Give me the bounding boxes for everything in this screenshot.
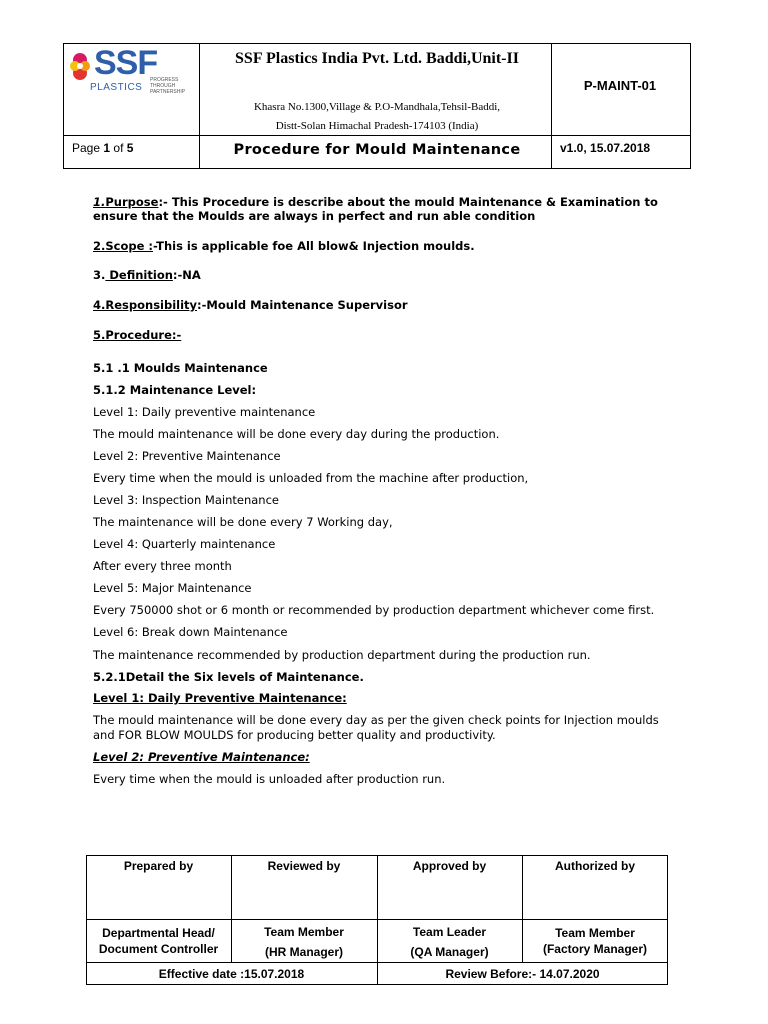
logo-brand: SSF — [94, 44, 158, 82]
definition-text: :-NA — [172, 268, 201, 282]
level-1-text-1: The mould maintenance will be done every day as per the given check points for Injection moulds — [93, 713, 659, 727]
level-line: Level 5: Major Maintenance — [93, 581, 252, 595]
logo-tagline-1: PROGRESS — [150, 77, 179, 83]
purpose-text-1: :- This Procedure is describe about the mould Maintenance & Examination to — [158, 195, 658, 209]
reviewed-by-role — [231, 922, 377, 962]
level-line: Every 750000 shot or 6 month or recommended by production department whichever come first. — [93, 603, 655, 617]
level-line: After every three month — [93, 559, 232, 573]
scope-section — [93, 239, 475, 253]
approved-by-role — [377, 922, 522, 962]
purpose-label: Purpose — [105, 195, 159, 209]
responsibility-section — [93, 298, 408, 312]
role-line: Team Member — [264, 925, 344, 939]
responsibility-label: 4.Responsibility — [93, 298, 198, 312]
level-2-heading: Level 2: Preventive Maintenance: — [93, 750, 310, 764]
role-line: Team Leader — [412, 925, 487, 939]
role-line: Team Member — [555, 926, 635, 940]
page-current: 1 — [103, 141, 111, 155]
level-1-heading: Level 1: Daily Preventive Maintenance: — [93, 691, 347, 705]
company-name: SSF Plastics India Pvt. Ltd. Baddi,Unit-II — [235, 50, 519, 67]
role-line: Departmental Head/ — [102, 926, 215, 940]
maintenance-level-heading: 5.1.2 Maintenance Level: — [93, 383, 257, 397]
logo-tagline-3: PARTNERSHIP — [150, 89, 186, 95]
level-line: Level 2: Preventive Maintenance — [93, 449, 281, 463]
scope-label: 2.Scope : — [93, 239, 154, 253]
page-indicator — [72, 141, 133, 155]
level-line: Level 6: Break down Maintenance — [93, 625, 288, 639]
approved-by-header: Approved by — [412, 859, 487, 873]
logo-tagline-2: THROUGH — [150, 83, 176, 89]
level-line: Every time when the mould is unloaded from the machine after production, — [93, 471, 529, 485]
level-line: The maintenance recommended by production department during the production run. — [93, 648, 591, 662]
page-label: Page — [72, 141, 101, 155]
logo-sub: PLASTICS — [90, 82, 143, 93]
level-line: The maintenance will be done every 7 Working day, — [93, 515, 393, 529]
signoff-divider — [86, 962, 668, 963]
definition-section — [93, 268, 201, 282]
purpose-text-2: ensure that the Moulds are always in perfect and run able condition — [93, 209, 536, 223]
level-line: The mould maintenance will be done every day during the production. — [93, 427, 500, 441]
document-number: P-MAINT-01 — [583, 78, 657, 93]
definition-label: Definition — [105, 268, 173, 282]
signoff-divider — [86, 919, 668, 920]
role-line: (Factory Manager) — [542, 942, 648, 956]
six-levels-heading: 5.2.1Detail the Six levels of Maintenance. — [93, 670, 364, 684]
review-before-date: Review Before:- 14.07.2020 — [445, 967, 600, 981]
scope-text: -This is applicable foe All blow& Injection moulds. — [153, 239, 475, 253]
company-logo — [66, 46, 196, 132]
prepared-by-header: Prepared by — [123, 859, 194, 873]
level-line: Level 4: Quarterly maintenance — [93, 537, 276, 551]
role-line: (QA Manager) — [410, 945, 489, 959]
address-line-1: Khasra No.1300,Village & P.O-Mandhala,Tehsil-Baddi, — [253, 101, 501, 113]
level-2-text: Every time when the mould is unloaded after production run. — [93, 772, 446, 786]
prepared-by-role — [86, 925, 231, 957]
reviewed-by-header: Reviewed by — [267, 859, 341, 873]
address-line-2: Distt-Solan Himachal Pradesh-174103 (India) — [275, 120, 479, 132]
level-line: Level 3: Inspection Maintenance — [93, 493, 279, 507]
header-divider — [551, 43, 552, 169]
page-total: 5 — [126, 141, 134, 155]
definition-number: 3. — [93, 268, 106, 282]
responsibility-text: :-Mould Maintenance Supervisor — [197, 298, 408, 312]
level-1-text-2: and FOR BLOW MOULDS for producing better quality and productivity. — [93, 728, 496, 742]
authorized-by-header: Authorized by — [555, 859, 635, 873]
effective-date: Effective date :15.07.2018 — [158, 967, 305, 981]
page-of: of — [113, 141, 124, 155]
header-divider — [63, 135, 691, 136]
level-line: Level 1: Daily preventive maintenance — [93, 405, 316, 419]
authorized-by-role — [522, 925, 668, 957]
version-date: v1.0, 15.07.2018 — [560, 141, 651, 155]
procedure-heading: 5.Procedure:- — [93, 328, 182, 342]
moulds-maintenance-heading: 5.1 .1 Moulds Maintenance — [93, 361, 268, 375]
role-line: Document Controller — [98, 942, 219, 956]
header-divider — [199, 43, 200, 169]
role-line: (HR Manager) — [264, 945, 343, 959]
purpose-section — [93, 195, 658, 223]
procedure-title: Procedure for Mould Maintenance — [233, 142, 521, 158]
purpose-number: 1. — [93, 195, 106, 209]
